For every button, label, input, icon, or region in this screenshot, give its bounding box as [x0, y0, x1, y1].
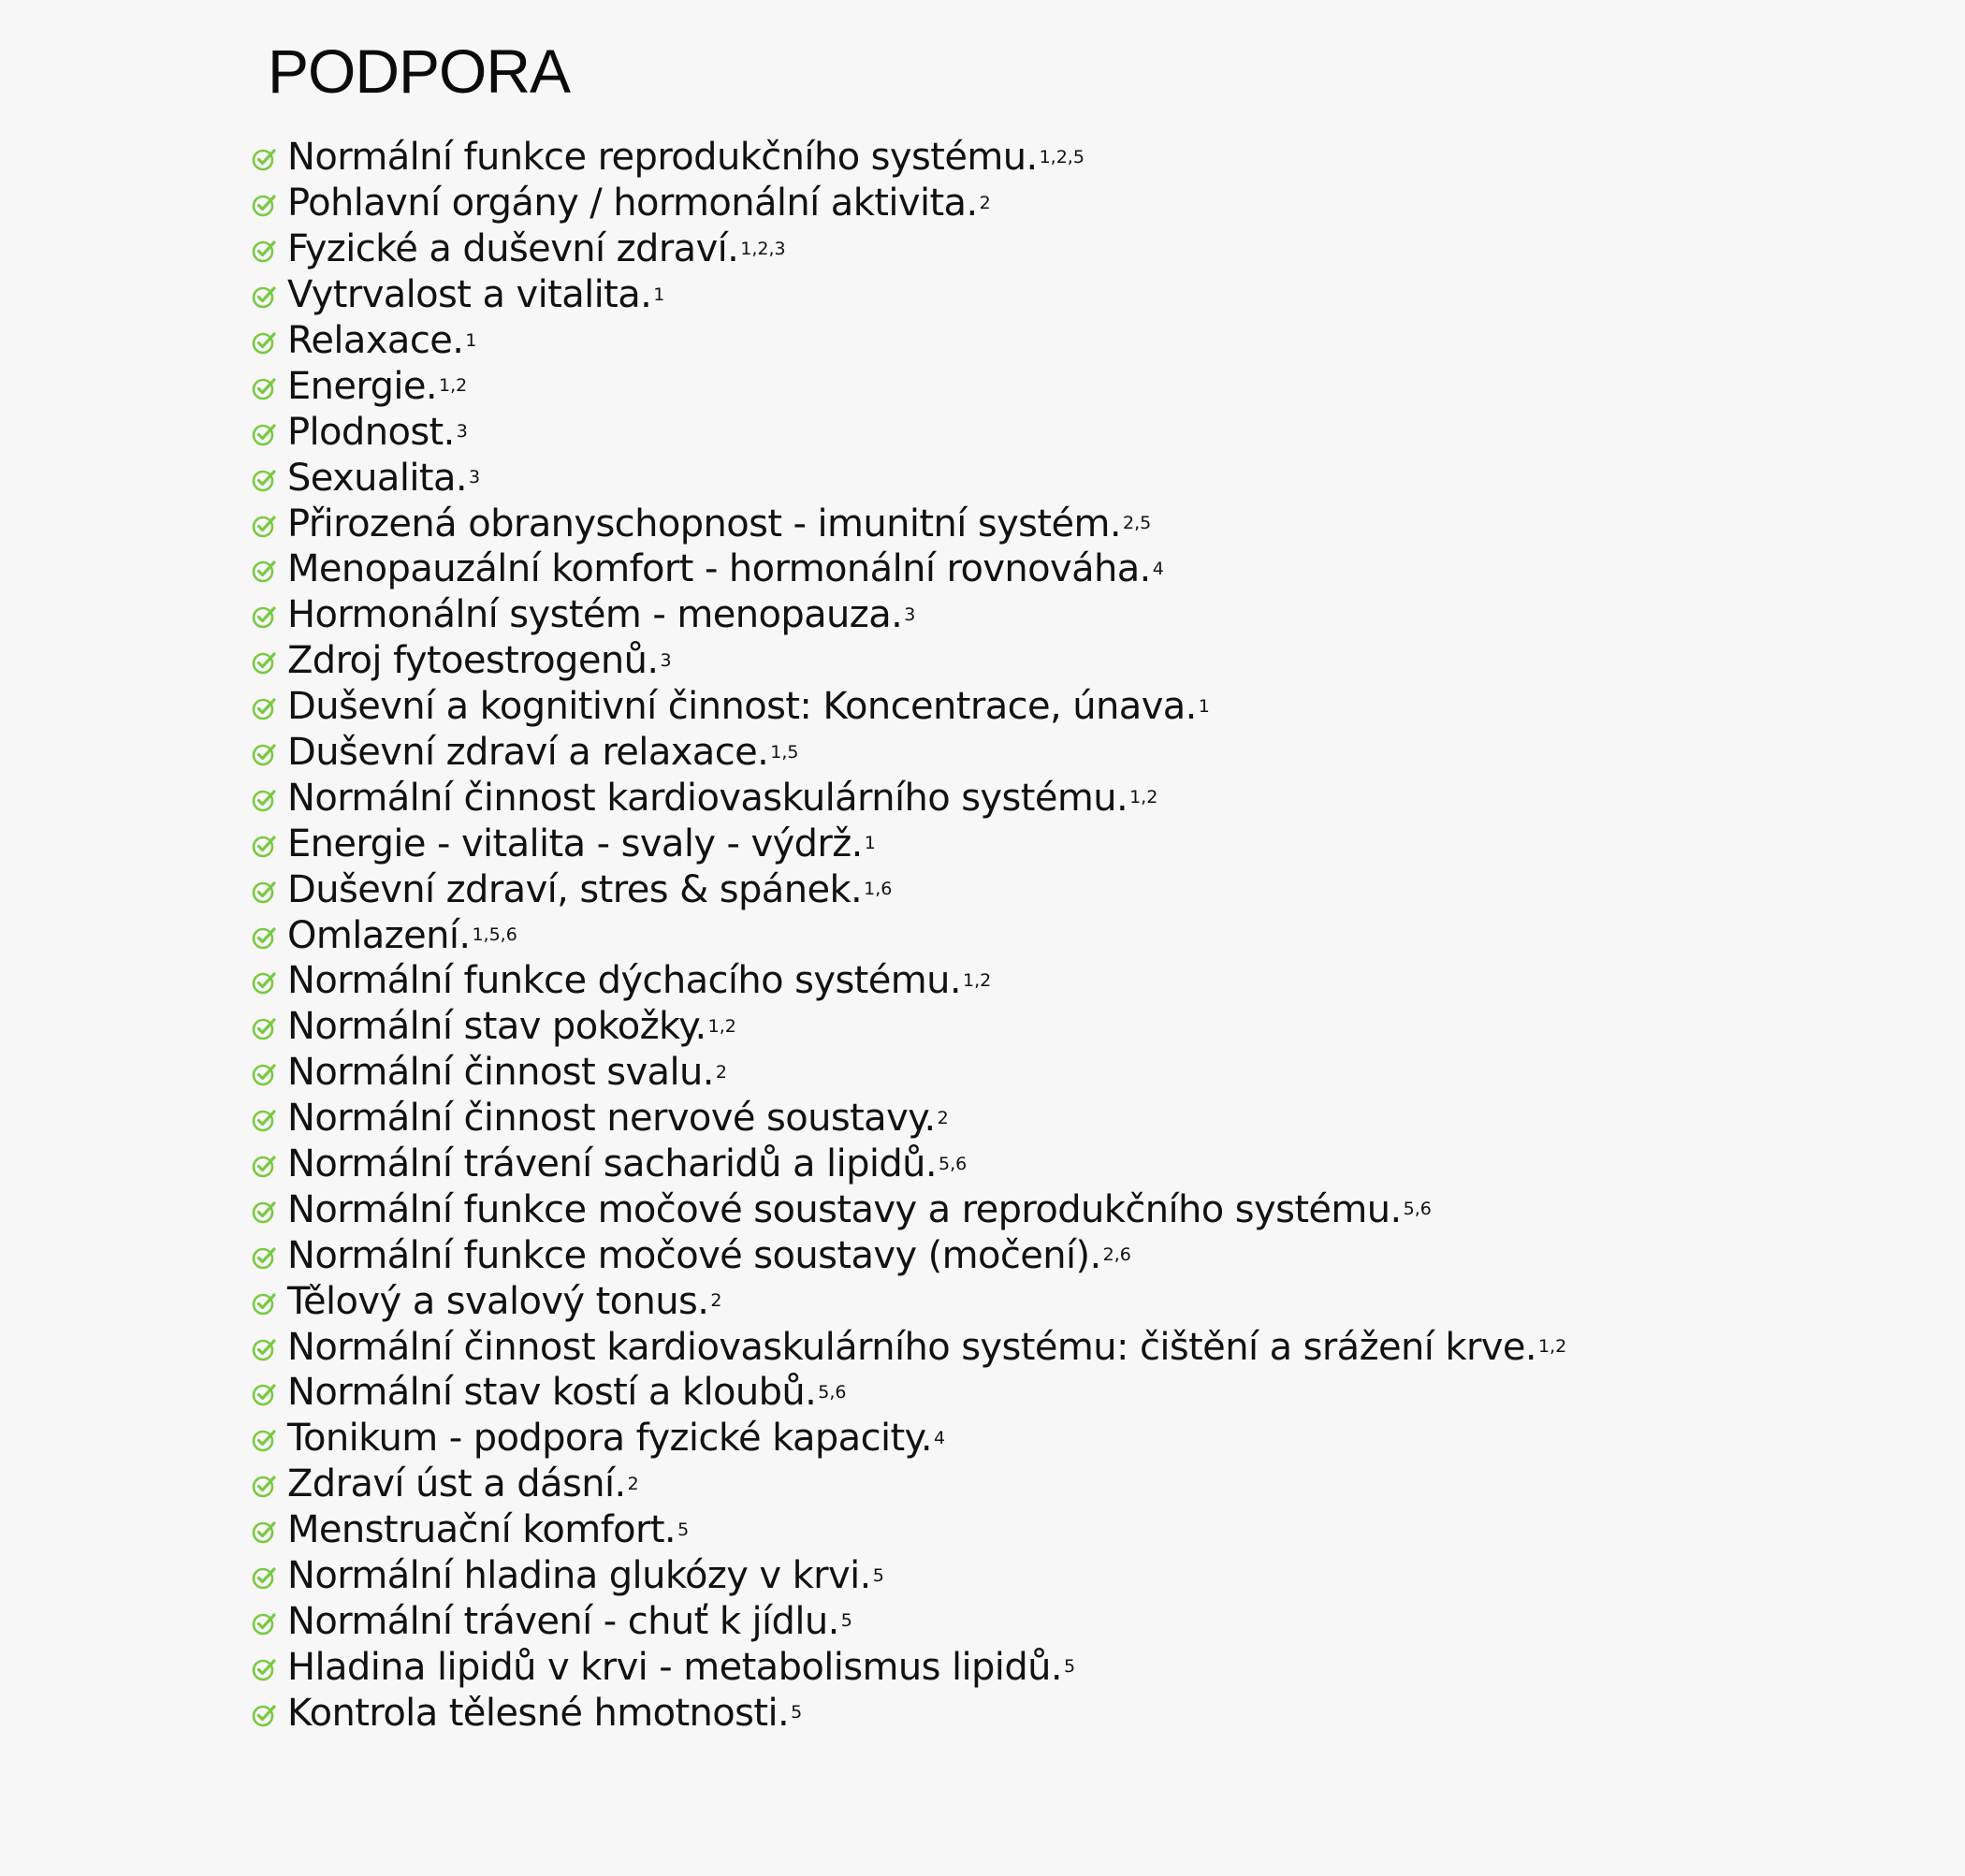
check-circle-icon — [251, 1061, 277, 1087]
list-item — [251, 1599, 1566, 1645]
list-item — [251, 1096, 1566, 1142]
item-text: Normální činnost nervové soustavy. — [287, 1097, 936, 1141]
item-text: Tělový a svalový tonus. — [287, 1279, 709, 1323]
item-reference: 3 — [904, 604, 916, 625]
check-circle-icon — [251, 558, 277, 584]
check-circle-icon — [251, 1610, 277, 1636]
item-reference: 1,2 — [707, 1015, 736, 1037]
check-circle-icon — [251, 1473, 277, 1499]
list-item — [251, 455, 1566, 501]
list-item — [251, 1004, 1566, 1050]
list-item — [251, 318, 1566, 364]
item-reference: 1,2 — [439, 375, 468, 397]
item-reference: 5,6 — [939, 1153, 968, 1174]
check-circle-icon — [251, 192, 277, 218]
item-reference: 1 — [465, 329, 477, 351]
check-circle-icon — [251, 969, 277, 996]
item-reference: 3 — [660, 649, 672, 671]
item-text: Sexualita. — [287, 456, 467, 500]
item-text: Normální funkce dýchacího systému. — [287, 959, 962, 1003]
check-circle-icon — [251, 1702, 277, 1728]
item-reference: 1,2,3 — [740, 238, 786, 259]
check-circle-icon — [251, 833, 277, 859]
check-circle-icon — [251, 1336, 277, 1362]
check-circle-icon — [251, 1244, 277, 1271]
list-item — [251, 1462, 1566, 1507]
item-text: Tonikum - podpora fyzické kapacity. — [287, 1417, 933, 1461]
item-reference: 2 — [715, 1061, 727, 1083]
list-item — [251, 730, 1566, 776]
item-reference: 3 — [468, 467, 481, 488]
item-text: Normální funkce reprodukčního systému. — [287, 136, 1038, 180]
check-circle-icon — [251, 421, 277, 447]
item-text: Normální trávení sacharidů a lipidů. — [287, 1142, 938, 1186]
item-reference: 5,6 — [818, 1381, 847, 1403]
check-circle-icon — [251, 741, 277, 767]
check-circle-icon — [251, 238, 277, 264]
check-circle-icon — [251, 467, 277, 493]
item-text: Energie. — [287, 364, 438, 408]
check-circle-icon — [251, 604, 277, 630]
check-circle-icon — [251, 787, 277, 813]
list-item — [251, 1644, 1566, 1690]
item-text: Normální činnost kardiovaskulárního systému: čištění a srážení krve. — [287, 1325, 1536, 1369]
item-reference: 1 — [1198, 695, 1210, 717]
check-circle-icon — [251, 513, 277, 539]
check-circle-icon — [251, 329, 277, 356]
list-item — [251, 638, 1566, 684]
item-text: Normální funkce močové soustavy a reprodukčního systému. — [287, 1187, 1402, 1231]
item-text: Normální trávení - chuť k jídlu. — [287, 1599, 839, 1643]
list-item — [251, 226, 1566, 272]
list-item — [251, 1278, 1566, 1324]
item-text: Vytrvalost a vitalita. — [287, 273, 652, 317]
list-item — [251, 409, 1566, 455]
list-item — [251, 1050, 1566, 1096]
item-text: Duševní zdraví, stres & spánek. — [287, 867, 863, 911]
item-text: Duševní zdraví a relaxace. — [287, 731, 769, 775]
item-text: Zdraví úst a dásní. — [287, 1462, 626, 1506]
item-reference: 2,6 — [1102, 1244, 1131, 1266]
item-reference: 2,5 — [1122, 513, 1152, 534]
benefit-list — [251, 135, 1566, 1736]
list-item — [251, 181, 1566, 226]
check-circle-icon — [251, 146, 277, 172]
check-circle-icon — [251, 1656, 277, 1682]
check-circle-icon — [251, 1290, 277, 1316]
item-reference: 5,6 — [1403, 1199, 1432, 1220]
list-item — [251, 135, 1566, 181]
check-circle-icon — [251, 1107, 277, 1133]
list-item — [251, 821, 1566, 866]
item-reference: 5 — [791, 1702, 803, 1723]
item-reference: 1,2,5 — [1039, 146, 1084, 167]
check-circle-icon — [251, 695, 277, 721]
item-text: Přirozená obranyschopnost - imunitní systém. — [287, 502, 1121, 545]
item-text: Omlazení. — [287, 913, 471, 957]
item-text: Energie - vitalita - svaly - výdrž. — [287, 822, 863, 865]
item-reference: 4 — [1152, 558, 1164, 579]
item-text: Hormonální systém - menopauza. — [287, 593, 903, 637]
item-text: Normální stav kostí a kloubů. — [287, 1371, 817, 1415]
check-circle-icon — [251, 1381, 277, 1407]
list-item — [251, 363, 1566, 409]
list-item — [251, 1370, 1566, 1416]
check-circle-icon — [251, 1015, 277, 1041]
item-reference: 5 — [840, 1610, 852, 1632]
item-reference: 2 — [937, 1107, 949, 1128]
list-item — [251, 1186, 1566, 1232]
item-text: Normální hladina glukózy v krvi. — [287, 1554, 871, 1598]
check-circle-icon — [251, 1564, 277, 1591]
list-item — [251, 1232, 1566, 1278]
list-item — [251, 958, 1566, 1004]
item-reference: 1,5,6 — [472, 924, 517, 946]
item-text: Zdroj fytoestrogenů. — [287, 639, 659, 683]
list-item — [251, 1142, 1566, 1187]
check-circle-icon — [251, 879, 277, 905]
list-item — [251, 912, 1566, 958]
item-text: Menopauzální komfort - hormonální rovnováha. — [287, 547, 1151, 591]
item-reference: 1,2 — [1129, 787, 1158, 808]
check-circle-icon — [251, 1199, 277, 1225]
check-circle-icon — [251, 1427, 277, 1453]
item-reference: 1 — [864, 833, 876, 854]
item-text: Plodnost. — [287, 410, 455, 454]
list-item — [251, 1690, 1566, 1736]
item-text: Pohlavní orgány / hormonální aktivita. — [287, 182, 978, 225]
item-text: Fyzické a duševní zdraví. — [287, 227, 739, 271]
page-title: PODPORA — [268, 36, 571, 106]
item-text: Hladina lipidů v krvi - metabolismus lipidů. — [287, 1645, 1062, 1689]
item-text: Relaxace. — [287, 319, 464, 362]
item-reference: 1 — [653, 284, 665, 305]
item-reference: 4 — [934, 1427, 946, 1448]
list-item — [251, 546, 1566, 592]
check-circle-icon — [251, 1153, 277, 1179]
item-text: Normální činnost kardiovaskulárního systému. — [287, 776, 1128, 820]
item-reference: 3 — [456, 421, 468, 443]
item-reference: 2 — [979, 192, 991, 213]
item-text: Normální funkce močové soustavy (močení). — [287, 1233, 1101, 1277]
check-circle-icon — [251, 924, 277, 951]
item-reference: 5 — [1063, 1656, 1076, 1678]
list-item — [251, 272, 1566, 318]
check-circle-icon — [251, 375, 277, 401]
item-reference: 2 — [710, 1290, 722, 1312]
list-item — [251, 1507, 1566, 1553]
list-item — [251, 592, 1566, 638]
list-item — [251, 1416, 1566, 1462]
item-reference: 2 — [627, 1473, 639, 1494]
check-circle-icon — [251, 1519, 277, 1545]
item-text: Normální stav pokožky. — [287, 1005, 706, 1049]
item-reference: 1,6 — [864, 879, 893, 900]
list-item — [251, 1553, 1566, 1599]
list-item — [251, 684, 1566, 730]
item-reference: 1,2 — [1537, 1336, 1567, 1358]
item-text: Menstruační komfort. — [287, 1508, 677, 1552]
item-reference: 5 — [872, 1564, 884, 1586]
list-item — [251, 1324, 1566, 1370]
list-item — [251, 775, 1566, 821]
list-item — [251, 866, 1566, 912]
item-reference: 1,2 — [963, 969, 992, 991]
item-text: Kontrola tělesné hmotnosti. — [287, 1691, 790, 1735]
check-circle-icon — [251, 284, 277, 310]
list-item — [251, 501, 1566, 546]
item-reference: 5 — [677, 1519, 690, 1540]
item-text: Normální činnost svalu. — [287, 1051, 714, 1095]
item-reference: 1,5 — [770, 741, 799, 763]
check-circle-icon — [251, 649, 277, 676]
item-text: Duševní a kognitivní činnost: Koncentrace, únava. — [287, 685, 1197, 729]
